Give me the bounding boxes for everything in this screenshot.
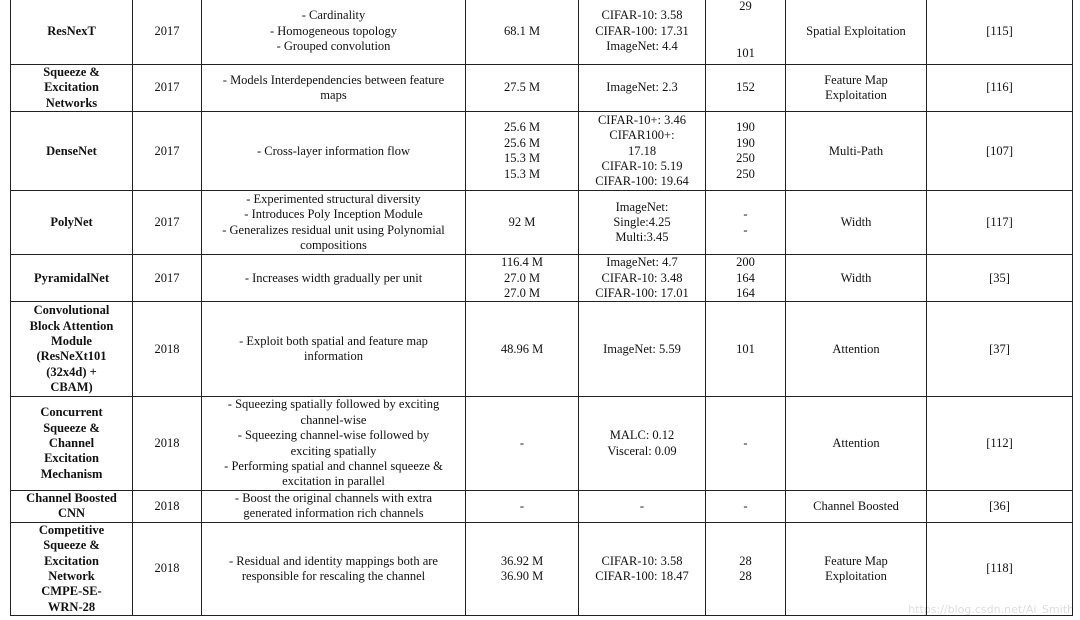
error-rate-cell xyxy=(579,112,706,191)
params-cell xyxy=(466,112,579,191)
name-cell xyxy=(11,397,133,490)
cell-line: maps xyxy=(320,88,347,103)
cell-line: - Generalizes residual unit using Polynomial xyxy=(222,222,445,237)
cell-line: compositions xyxy=(300,238,367,253)
cell-line: Width xyxy=(840,215,872,230)
cell-line: - xyxy=(743,207,748,222)
table-row xyxy=(11,490,1073,522)
cell-line: Attention xyxy=(832,341,880,356)
cell-line: CIFAR-100: 17.31 xyxy=(595,23,689,38)
reference-cell: [116] xyxy=(927,65,1073,112)
cell-line: - Grouped convolution xyxy=(276,39,391,54)
cell-line: 36.90 M xyxy=(500,568,544,583)
cell-line: CIFAR-100: 17.01 xyxy=(595,286,689,301)
cell-line: - Residual and identity mappings both are xyxy=(229,553,438,568)
depth-cell xyxy=(706,490,786,522)
depth-cell xyxy=(706,65,786,112)
cell-line: Attention xyxy=(832,435,880,450)
table-row xyxy=(11,397,1073,490)
cell-line: 164 xyxy=(736,270,755,285)
cell-line: 29 xyxy=(739,0,752,13)
cell-line: Networks xyxy=(45,95,98,110)
cell-line: - xyxy=(743,435,748,450)
cell-line: CIFAR100+: xyxy=(609,128,675,143)
year-cell: 2018 xyxy=(133,302,202,397)
cell-line: - Cross-layer information flow xyxy=(256,143,411,158)
params-cell xyxy=(466,0,579,65)
cell-line: CIFAR-10: 3.48 xyxy=(601,270,683,285)
params-cell xyxy=(466,302,579,397)
error-rate-cell xyxy=(579,522,706,615)
cell-line: - Performing spatial and channel squeeze & xyxy=(224,459,443,474)
cell-line: Channel xyxy=(48,435,95,450)
cell-line: 116.4 M xyxy=(501,255,543,270)
depth-cell xyxy=(706,0,786,65)
params-cell xyxy=(466,65,579,112)
cell-line: 28 xyxy=(739,553,752,568)
cell-line: excitation in parallel xyxy=(282,474,385,489)
cell-line: CIFAR-100: 18.47 xyxy=(595,568,689,583)
cell-line: Single:4.25 xyxy=(613,215,671,230)
cell-line: WRN-28 xyxy=(47,599,96,614)
cell-line: - xyxy=(519,498,525,513)
cell-line: 15.3 M xyxy=(503,151,541,166)
cell-line: Competitive xyxy=(38,522,105,537)
cell-line: Convolutional xyxy=(33,303,110,318)
cell-line: generated information rich channels xyxy=(243,506,424,521)
depth-split xyxy=(710,0,781,61)
error-rate-cell xyxy=(579,255,706,302)
cell-line: 15.3 M xyxy=(503,166,541,181)
reference-cell: [117] xyxy=(927,191,1073,255)
cell-line: 25.6 M xyxy=(503,120,541,135)
cell-line: MALC: 0.12 xyxy=(609,428,675,443)
cell-line: - Experimented structural diversity xyxy=(246,191,421,206)
cell-line: 164 xyxy=(736,286,755,301)
name-cell xyxy=(11,522,133,615)
cell-line: Excitation xyxy=(44,451,99,466)
name-cell xyxy=(11,490,133,522)
error-rate-cell xyxy=(579,0,706,65)
cell-line: CIFAR-10: 5.19 xyxy=(601,158,683,173)
params-cell xyxy=(466,255,579,302)
features-cell xyxy=(202,191,466,255)
cell-line: CMPE-SE- xyxy=(41,584,102,599)
year-cell: 2017 xyxy=(133,0,202,65)
cell-line: - Exploit both spatial and feature map xyxy=(239,334,428,349)
cell-line: - Squeezing spatially followed by exciting xyxy=(227,397,440,412)
cell-line: 200 xyxy=(736,255,755,270)
cell-line: Exploitation xyxy=(825,568,887,583)
features-cell xyxy=(202,0,466,65)
cell-line: Visceral: 0.09 xyxy=(607,443,677,458)
cell-line: 27.0 M xyxy=(503,270,541,285)
category-cell xyxy=(786,490,927,522)
architecture-survey-table xyxy=(10,0,1073,616)
cell-line: 48.96 M xyxy=(500,341,544,356)
category-cell xyxy=(786,0,927,65)
cell-line: Block Attention xyxy=(29,318,114,333)
name-cell xyxy=(11,302,133,397)
category-cell xyxy=(786,191,927,255)
cell-line: PyramidalNet xyxy=(34,270,109,285)
cell-line: 250 xyxy=(736,166,755,181)
cell-line: 27.0 M xyxy=(503,286,541,301)
cell-line: PolyNet xyxy=(50,215,93,230)
cell-line: Multi-Path xyxy=(828,143,884,158)
error-rate-cell xyxy=(579,191,706,255)
cell-line: 92 M xyxy=(508,215,536,230)
table-row xyxy=(11,255,1073,302)
cell-line: 28 xyxy=(739,568,752,583)
cell-line: 190 xyxy=(736,120,755,135)
cell-line: - xyxy=(639,498,645,513)
cell-line: Concurrent xyxy=(40,405,103,420)
cell-line: 17.18 xyxy=(627,143,657,158)
cell-line: Squeeze & xyxy=(43,538,100,553)
cell-line: CIFAR-100: 19.64 xyxy=(595,174,689,189)
table-row xyxy=(11,302,1073,397)
reference-cell: [35] xyxy=(927,255,1073,302)
cell-line: - xyxy=(743,498,748,513)
depth-cell xyxy=(706,191,786,255)
reference-cell: [115] xyxy=(927,0,1073,65)
year-cell: 2017 xyxy=(133,65,202,112)
cell-line: Network xyxy=(48,568,95,583)
name-cell xyxy=(11,255,133,302)
cell-line: 101 xyxy=(736,341,755,356)
depth-cell xyxy=(706,397,786,490)
cell-line: Exploitation xyxy=(825,88,887,103)
cell-line: Excitation xyxy=(44,553,99,568)
cell-line: Squeeze & xyxy=(43,65,100,79)
features-cell xyxy=(202,112,466,191)
features-cell xyxy=(202,397,466,490)
cell-line: - xyxy=(743,222,748,237)
cell-line: channel-wise xyxy=(300,412,367,427)
watermark: https://blog.csdn.net/Ai_Smith xyxy=(908,603,1074,616)
params-cell xyxy=(466,490,579,522)
cell-line: ImageNet: 4.7 xyxy=(606,255,678,270)
cell-line: 25.6 M xyxy=(503,135,541,150)
cell-line: responsible for rescaling the channel xyxy=(241,568,426,583)
depth-cell xyxy=(706,255,786,302)
name-cell xyxy=(11,0,133,65)
year-cell: 2017 xyxy=(133,255,202,302)
cell-line: (32x4d) + xyxy=(46,364,97,379)
cell-line: Excitation xyxy=(44,80,99,95)
cell-line: Spatial Exploitation xyxy=(806,23,906,38)
features-cell xyxy=(202,522,466,615)
cell-line: - Models Interdependencies between feature xyxy=(222,72,445,87)
error-rate-cell xyxy=(579,302,706,397)
cell-line: Width xyxy=(840,270,872,285)
cell-line: ImageNet: 4.4 xyxy=(606,39,678,54)
cell-line: information xyxy=(303,349,363,364)
depth-cell xyxy=(706,302,786,397)
year-cell: 2017 xyxy=(133,191,202,255)
cell-line: CIFAR-10+: 3.46 xyxy=(597,112,687,127)
category-cell xyxy=(786,65,927,112)
table-body xyxy=(11,0,1073,616)
params-cell xyxy=(466,522,579,615)
error-rate-cell xyxy=(579,397,706,490)
features-cell xyxy=(202,302,466,397)
category-cell xyxy=(786,397,927,490)
cell-line: exciting spatially xyxy=(290,443,377,458)
category-cell xyxy=(786,112,927,191)
year-cell: 2017 xyxy=(133,112,202,191)
cell-line: - Boost the original channels with extra xyxy=(234,490,433,505)
features-cell xyxy=(202,490,466,522)
cell-line: 36.92 M xyxy=(500,553,544,568)
cell-line: Channel Boosted xyxy=(26,490,117,505)
table-row xyxy=(11,112,1073,191)
cell-line: ResNexT xyxy=(47,23,96,38)
error-rate-cell xyxy=(579,65,706,112)
cell-line: 152 xyxy=(736,80,755,95)
cell-line: Squeeze & xyxy=(43,420,100,435)
cell-line: DenseNet xyxy=(46,143,97,158)
cell-line: - Squeezing channel-wise followed by xyxy=(237,428,430,443)
cell-line: Module xyxy=(51,334,92,349)
category-cell xyxy=(786,522,927,615)
features-cell xyxy=(202,65,466,112)
cell-line: ImageNet: 2.3 xyxy=(606,80,678,95)
cell-line: Feature Map xyxy=(824,72,888,87)
year-cell: 2018 xyxy=(133,522,202,615)
cell-line: 101 xyxy=(736,45,755,60)
table-row xyxy=(11,522,1073,615)
cell-line: 190 xyxy=(736,135,755,150)
cell-line: - Introduces Poly Inception Module xyxy=(244,207,423,222)
params-cell xyxy=(466,397,579,490)
cell-line: - Cardinality xyxy=(301,8,366,23)
reference-cell: [118] xyxy=(927,522,1073,615)
cell-line: - Homogeneous topology xyxy=(269,23,398,38)
params-cell xyxy=(466,191,579,255)
cell-line: CIFAR-10: 3.58 xyxy=(601,8,683,23)
name-cell xyxy=(11,112,133,191)
reference-cell: [107] xyxy=(927,112,1073,191)
cell-line: (ResNeXt101 xyxy=(36,349,107,364)
table-row xyxy=(11,0,1073,65)
cell-line: - xyxy=(519,435,525,450)
depth-cell xyxy=(706,522,786,615)
cell-line: 27.5 M xyxy=(503,80,541,95)
reference-cell: [37] xyxy=(927,302,1073,397)
reference-cell: [112] xyxy=(927,397,1073,490)
cell-line: ImageNet: 5.59 xyxy=(603,341,681,356)
category-cell xyxy=(786,302,927,397)
name-cell xyxy=(11,191,133,255)
features-cell xyxy=(202,255,466,302)
year-cell: 2018 xyxy=(133,490,202,522)
year-cell: 2018 xyxy=(133,397,202,490)
category-cell xyxy=(786,255,927,302)
cell-line: 68.1 M xyxy=(503,23,541,38)
cell-line: Mechanism xyxy=(40,466,103,481)
reference-cell: [36] xyxy=(927,490,1073,522)
table-row xyxy=(11,65,1073,112)
cell-line: 250 xyxy=(736,151,755,166)
cell-line: CNN xyxy=(57,506,86,521)
cell-line: Channel Boosted xyxy=(813,498,899,513)
name-cell xyxy=(11,65,133,112)
cell-line: CBAM) xyxy=(50,380,93,395)
cell-line: CIFAR-10: 3.58 xyxy=(601,553,683,568)
cell-line: - Increases width gradually per unit xyxy=(244,270,423,285)
depth-cell xyxy=(706,112,786,191)
table-row xyxy=(11,191,1073,255)
error-rate-cell xyxy=(579,490,706,522)
cell-line: Multi:3.45 xyxy=(615,230,669,245)
cell-line: Feature Map xyxy=(824,553,888,568)
cell-line: ImageNet: xyxy=(615,199,669,214)
